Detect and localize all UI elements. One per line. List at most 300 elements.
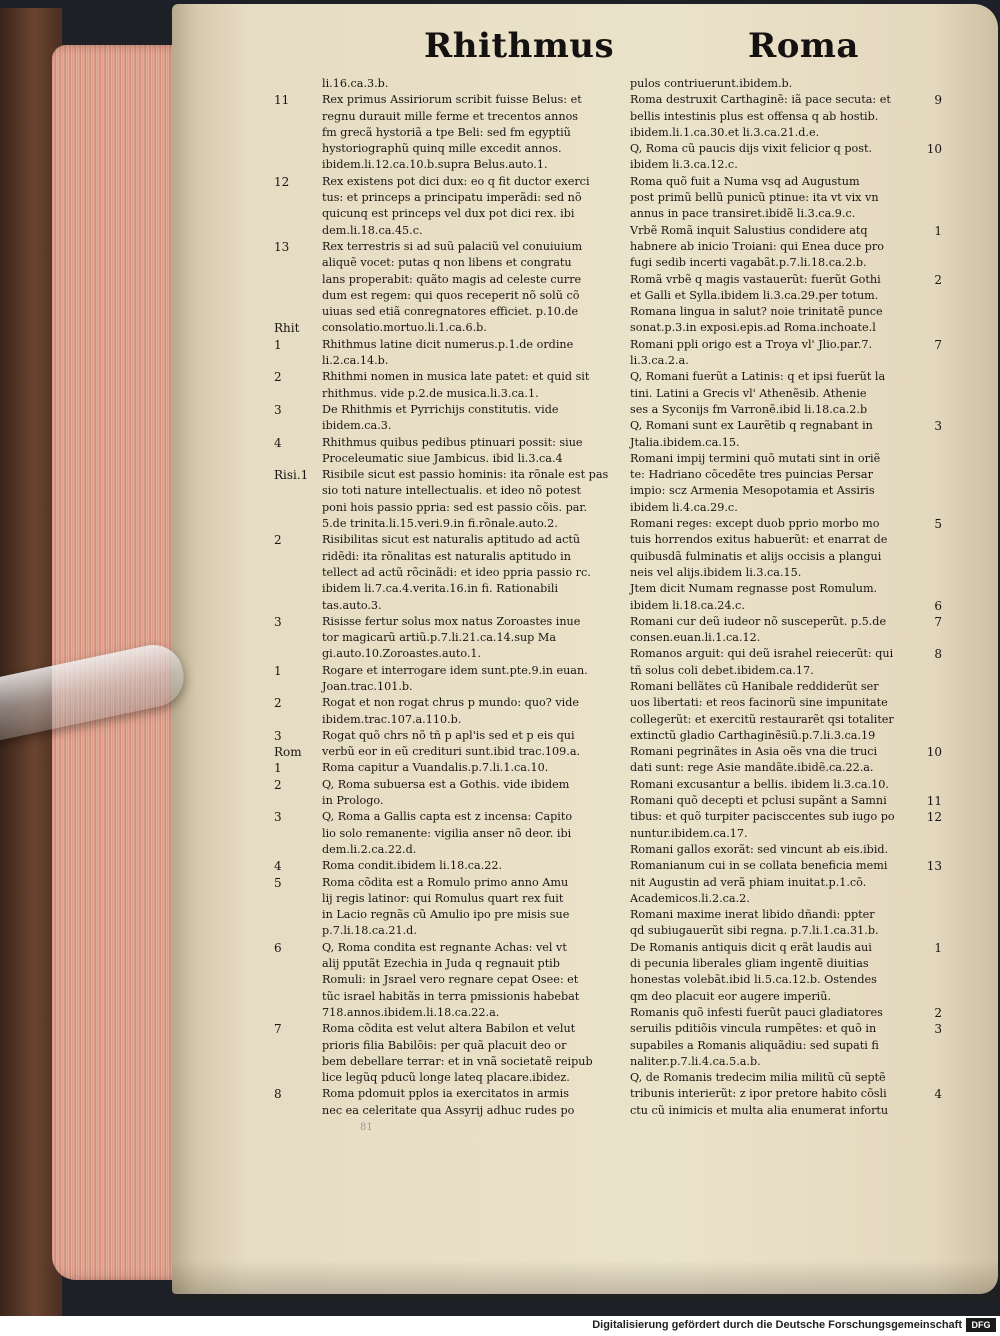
entry-text: ibidem.trac.107.a.110.b. <box>322 712 462 726</box>
entry-number: 3 <box>274 614 282 629</box>
text-line <box>274 777 626 793</box>
text-line <box>274 239 626 255</box>
entry-text: pulos contriuerunt.ibidem.b. <box>630 77 793 90</box>
text-line <box>274 141 626 157</box>
entry-text: Romanos arguit: qui deũ israhel reiecerũt: qui <box>630 647 894 661</box>
text-line <box>274 842 626 858</box>
entry-text: qd subiugauerũt sibi regna. p.7.li.1.ca.31.b. <box>630 924 879 938</box>
entry-number: 2 <box>274 777 282 792</box>
text-column-right <box>630 76 940 1119</box>
entry-text: et Galli et Sylla.ibidem li.3.ca.29.per totum. <box>630 288 879 302</box>
entry-text: Romani bellãtes cũ Hanibale reddiderũt ser <box>630 679 879 693</box>
text-line <box>630 255 940 271</box>
text-line <box>274 206 626 222</box>
text-line <box>630 728 940 744</box>
text-line <box>630 174 940 190</box>
entry-text: Rex primus Assiriorum scribit fuisse Belus: et <box>322 93 582 107</box>
text-line <box>274 418 626 434</box>
entry-text: neis vel alijs.ibidem li.3.ca.15. <box>630 565 802 579</box>
entry-text: tribunis interierũt: z ipor pretore habito cõsli <box>630 1087 887 1101</box>
text-line <box>630 826 940 842</box>
entry-number: 13 <box>274 239 290 254</box>
text-line <box>630 1038 940 1054</box>
entry-text: tellect ad actũ rõcinãdi: et ideo ppria passio rc. <box>322 565 591 579</box>
entry-text: lij regis latinor: qui Romulus quart rex fuit <box>322 891 564 905</box>
entry-text: Romani cur deũ iudeor nõ susceperũt. p.5.de <box>630 614 887 628</box>
text-column-left <box>274 76 626 1119</box>
entry-text: lio solo remanente: vigilia anser nõ deor. ibi <box>322 826 572 840</box>
text-line <box>274 1021 626 1037</box>
entry-text: bellis intestinis plus est offensa q ab hostib. <box>630 109 879 123</box>
entry-number: Risi.1 <box>274 468 309 483</box>
entry-text: Romani reges: except duob pprio morbo mo <box>630 517 880 531</box>
entry-text: alij pputãt Ezechia in Juda q regnauit ptib <box>322 957 560 971</box>
text-line <box>274 1054 626 1070</box>
entry-text: Rhithmi nomen in musica late patet: et quid sit <box>322 370 590 384</box>
text-line <box>630 695 940 711</box>
entry-number: 12 <box>926 810 942 825</box>
text-line <box>630 712 940 728</box>
entry-number: 1 <box>934 940 942 955</box>
text-line <box>274 679 626 695</box>
text-line <box>630 940 940 956</box>
text-line <box>630 598 940 614</box>
entry-text: tibus: et quõ turpiter pacisccentes sub iugo po <box>630 810 895 824</box>
entry-number: 10 <box>926 745 942 760</box>
entry-text: Roma condit.ibidem li.18.ca.22. <box>322 859 503 873</box>
text-line <box>630 435 940 451</box>
text-line <box>630 500 940 516</box>
entry-text: Rex existens pot dici dux: eo q fit ductor exerci <box>322 174 590 188</box>
text-line <box>630 320 940 336</box>
entry-number: Rhit <box>274 321 300 336</box>
entry-text: Roma capitur a Vuandalis.p.7.li.1.ca.10. <box>322 761 549 775</box>
entry-text: ibidem.li.12.ca.10.b.supra Belus.auto.1. <box>322 158 548 172</box>
entry-text: Rogare et interrogare idem sunt.pte.9.in euan. <box>322 663 588 677</box>
text-line <box>274 793 626 809</box>
entry-text: Romani maxime inerat libido dñandi: ppter <box>630 908 875 922</box>
text-line <box>274 728 626 744</box>
text-line <box>274 402 626 418</box>
entry-text: tor magicarũ artiũ.p.7.li.21.ca.14.sup Ma <box>322 631 557 645</box>
entry-text: De Romanis antiquis dicit q erãt laudis aui <box>630 940 872 954</box>
footer-bar <box>0 1316 1000 1336</box>
entry-text: supabiles a Romanis aliquãdiu: sed supati fi <box>630 1038 879 1052</box>
entry-number: 3 <box>274 402 282 417</box>
text-line <box>274 1103 626 1119</box>
entry-text: ctu cũ inimicis et multa alia enumerat infortu <box>630 1103 889 1117</box>
entry-text: nec ea celeritate qua Assyrij adhuc rudes po <box>322 1103 575 1117</box>
entry-text: prioris filia Babilõis: per quã placuit deo or <box>322 1038 567 1052</box>
text-line <box>630 923 940 939</box>
text-line <box>630 565 940 581</box>
entry-number: 7 <box>274 1022 282 1037</box>
text-line <box>630 157 940 173</box>
text-line <box>274 907 626 923</box>
entry-number: 1 <box>934 223 942 238</box>
text-line <box>274 1005 626 1021</box>
entry-number: 13 <box>926 859 942 874</box>
entry-text: poni hois passio ppria: sed est passio cõis. par. <box>322 500 588 514</box>
text-line <box>274 1086 626 1102</box>
entry-number: 4 <box>274 435 282 450</box>
text-line <box>274 663 626 679</box>
entry-text: habnere ab inicio Troiani: qui Enea duce pro <box>630 239 884 253</box>
entry-text: seruilis pditiõis vincula rumpẽtes: et quõ in <box>630 1022 877 1036</box>
entry-text: fm grecã hystoriã a tpe Beli: sed fm egyptiũ <box>322 125 571 139</box>
entry-text: tũc israel habitãs in terra pmissionis habebat <box>322 989 580 1003</box>
text-line <box>630 109 940 125</box>
entry-text: Rogat quõ chrs nõ tñ p apl'is sed et p eis qui <box>322 728 575 742</box>
text-line <box>274 956 626 972</box>
entry-text: Rex terrestris si ad suũ palaciũ vel conuiuium <box>322 239 583 253</box>
text-line <box>274 826 626 842</box>
entry-text: Roma quõ fuit a Numa vsq ad Augustum <box>630 174 860 188</box>
entry-text: Academicos.li.2.ca.2. <box>630 891 750 905</box>
text-line <box>274 125 626 141</box>
text-line <box>630 402 940 418</box>
text-line <box>630 809 940 825</box>
entry-number: 8 <box>934 647 942 662</box>
entry-text: Q, Romani fuerũt a Latinis: q et ipsi fuerũt la <box>630 370 886 384</box>
entry-text: bem debellare terrar: et in vnã societatẽ reipub <box>322 1054 593 1068</box>
text-line <box>630 581 940 597</box>
entry-number: 2 <box>274 696 282 711</box>
text-line <box>274 989 626 1005</box>
text-line <box>630 793 940 809</box>
text-line <box>274 353 626 369</box>
text-line <box>274 500 626 516</box>
entry-text: fugi sedib incerti vagabãt.p.7.li.18.ca.2.b. <box>630 256 867 270</box>
entry-text: Proceleumatic siue Jambicus. ibid li.3.ca.4 <box>322 451 563 465</box>
entry-text: quicunq est princeps vel dux pot dici rex. ibi <box>322 207 575 221</box>
entry-text: Romana lingua in salut? noie trinitatẽ punce <box>630 305 883 319</box>
text-line <box>274 646 626 662</box>
entry-number: 2 <box>934 1005 942 1020</box>
entry-text: Q, Romani sunt ex Laurẽtib q regnabant in <box>630 419 873 433</box>
entry-text: impio: scz Armenia Mesopotamia et Assiris <box>630 484 875 498</box>
entry-text: Romani impij termini quõ mutati sint in oriẽ <box>630 451 881 465</box>
entry-text: honestas volebãt.ibid li.5.ca.12.b. Ostendes <box>630 973 877 987</box>
entry-text: Romanianum cui in se collata beneficia memi <box>630 859 888 873</box>
entry-text: uiuas sed etiã conregnatores efficiet. p.10.de <box>322 305 579 319</box>
entry-text: Romuli: in Jsrael vero regnare cepat Osee: et <box>322 973 579 987</box>
text-line <box>630 1021 940 1037</box>
text-line <box>274 532 626 548</box>
entry-text: in Lacio regnãs cũ Amulio ipo pre misis sue <box>322 908 570 922</box>
entry-text: Q, Roma subuersa est a Gothis. vide ibidem <box>322 777 570 791</box>
running-head-left: Rhithmus <box>424 26 615 66</box>
entry-text: Q, Roma cũ paucis dijs vixit felicior q post. <box>630 142 873 156</box>
entry-text: di pecunia liberales gliam ingentẽ diuitias <box>630 957 869 971</box>
text-line <box>630 223 940 239</box>
text-line <box>630 206 940 222</box>
text-line <box>630 532 940 548</box>
text-line <box>274 92 626 108</box>
entry-text: lice legũq pducũ longe lateq placare.ibidez. <box>322 1071 570 1085</box>
text-line <box>274 614 626 630</box>
entry-text: Romani gallos exorãt: sed vincunt ab eis.ibid. <box>630 842 889 856</box>
entry-number: 2 <box>274 370 282 385</box>
text-line <box>630 353 940 369</box>
entry-number: 4 <box>934 1087 942 1102</box>
entry-text: Romani quõ decepti et pclusi supãnt a Samni <box>630 794 887 808</box>
text-line <box>630 630 940 646</box>
running-head-right: Roma <box>748 26 859 66</box>
entry-number: 3 <box>274 728 282 743</box>
text-line <box>630 418 940 434</box>
entry-text: ibidem li.4.ca.29.c. <box>630 500 738 514</box>
text-line <box>274 972 626 988</box>
entry-text: li.16.ca.3.b. <box>322 77 389 90</box>
entry-text: annus in pace transiret.ibidẽ li.3.ca.9.c. <box>630 207 856 221</box>
entry-text: dem.li.2.ca.22.d. <box>322 842 417 856</box>
text-line <box>630 272 940 288</box>
entry-text: sio toti nature intellectualis. et ideo nõ potest <box>322 484 581 498</box>
text-line <box>274 581 626 597</box>
entry-number: 1 <box>274 337 282 352</box>
entry-text: ibidem.ca.3. <box>322 419 392 433</box>
entry-number: 4 <box>274 859 282 874</box>
entry-text: Risibilitas sicut est naturalis aptitudo ad actũ <box>322 533 581 547</box>
entry-number: 6 <box>274 940 282 955</box>
footer-credit: Digitalisierung gefördert durch die Deutsche Forschungsgemeinschaft <box>592 1319 962 1331</box>
text-line <box>630 386 940 402</box>
text-line <box>274 223 626 239</box>
entry-text: Rhithmus latine dicit numerus.p.1.de ordine <box>322 337 574 351</box>
text-line <box>630 744 940 760</box>
text-line <box>274 712 626 728</box>
text-line <box>630 337 940 353</box>
text-line <box>274 565 626 581</box>
text-line <box>630 1005 940 1021</box>
entry-number: 6 <box>934 598 942 613</box>
entry-number: Rom <box>274 745 302 760</box>
entry-text: rhithmus. vide p.2.de musica.li.3.ca.1. <box>322 386 539 400</box>
entry-text: dem.li.18.ca.45.c. <box>322 223 423 237</box>
entry-number: 8 <box>274 1087 282 1102</box>
text-line <box>274 923 626 939</box>
text-line <box>630 190 940 206</box>
text-line <box>274 940 626 956</box>
entry-number: 12 <box>274 174 290 189</box>
text-line <box>630 288 940 304</box>
text-line <box>630 989 940 1005</box>
text-line <box>630 875 940 891</box>
text-line <box>630 467 940 483</box>
entry-text: 5.de trinita.li.15.veri.9.in fi.rõnale.auto.2. <box>322 517 558 531</box>
text-line <box>630 549 940 565</box>
text-line <box>630 646 940 662</box>
entry-text: uos libertati: et reos facinorũ sine impunitate <box>630 696 888 710</box>
text-line <box>274 809 626 825</box>
text-line <box>274 288 626 304</box>
entry-number: 3 <box>274 810 282 825</box>
entry-text: ibidem li.7.ca.4.verita.16.in fi. Rationabili <box>322 582 559 596</box>
entry-text: verbũ eor in eũ credituri sunt.ibid trac.109.a. <box>322 745 581 759</box>
entry-text: lans properabit: quãto magis ad celeste curre <box>322 272 582 286</box>
entry-text: Q, de Romanis tredecim milia militũ cũ septẽ <box>630 1071 886 1085</box>
page-shadow <box>172 1260 998 1300</box>
entry-text: hystoriographũ quinq mille excedit annos. <box>322 142 562 156</box>
text-line <box>630 304 940 320</box>
text-line <box>274 744 626 760</box>
entry-text: ibidem li.3.ca.12.c. <box>630 158 738 172</box>
entry-text: Romani excusantur a bellis. ibidem li.3.ca.10. <box>630 777 889 791</box>
text-line <box>274 272 626 288</box>
text-line <box>630 76 940 92</box>
text-line <box>630 239 940 255</box>
text-line <box>630 1086 940 1102</box>
entry-text: dati sunt: rege Asie mandãte.ibidẽ.ca.22.a. <box>630 761 874 775</box>
entry-text: Romani pegrinãtes in Asia oẽs vna die truci <box>630 745 878 759</box>
entry-number: 10 <box>926 142 942 157</box>
text-line <box>274 76 626 92</box>
entry-text: dum est regem: qui quos receperit nõ solũ cõ <box>322 288 580 302</box>
text-line <box>630 1070 940 1086</box>
text-line <box>274 1070 626 1086</box>
text-line <box>274 174 626 190</box>
text-line <box>274 858 626 874</box>
entry-text: tas.auto.3. <box>322 598 382 612</box>
text-line <box>274 891 626 907</box>
entry-number: 2 <box>934 272 942 287</box>
entry-text: ses a Syconijs fm Varronẽ.ibid li.18.ca.2.b <box>630 402 868 416</box>
entry-text: tus: et princeps a principatu imperãdi: sed nõ <box>322 191 582 205</box>
entry-text: Roma destruxit Carthaginẽ: iã pace secuta: et <box>630 93 891 107</box>
text-line <box>630 679 940 695</box>
entry-number: 2 <box>274 533 282 548</box>
entry-text: sonat.p.3.in exposi.epis.ad Roma.inchoate.l <box>630 321 876 335</box>
text-line <box>630 858 940 874</box>
entry-text: ridẽdi: ita rõnalitas est naturalis aptitudo in <box>322 549 571 563</box>
entry-text: li.3.ca.2.a. <box>630 354 689 368</box>
entry-number: 3 <box>934 1022 942 1037</box>
entry-text: li.2.ca.14.b. <box>322 354 389 368</box>
text-line <box>630 92 940 108</box>
text-line <box>630 1054 940 1070</box>
entry-text: 718.annos.ibidem.li.18.ca.22.a. <box>322 1005 500 1019</box>
entry-text: qm deo placuit eor augere imperiũ. <box>630 989 832 1003</box>
text-line <box>630 516 940 532</box>
entry-text: Risibile sicut est passio hominis: ita rõnale est pas <box>322 468 609 482</box>
text-line <box>274 320 626 336</box>
entry-number: 7 <box>934 614 942 629</box>
entry-number: 1 <box>274 663 282 678</box>
text-line <box>630 451 940 467</box>
text-line <box>274 516 626 532</box>
entry-text: Q, Roma condita est regnante Achas: vel vt <box>322 940 567 954</box>
entry-text: ibidem li.18.ca.24.c. <box>630 598 745 612</box>
entry-text: collegerũt: et exercitũ restaurarẽt qsi totaliter <box>630 712 894 726</box>
entry-number: 11 <box>926 794 942 809</box>
entry-text: Jtalia.ibidem.ca.15. <box>630 435 740 449</box>
text-line <box>274 598 626 614</box>
text-line <box>630 614 940 630</box>
entry-text: gi.auto.10.Zoroastes.auto.1. <box>322 647 482 661</box>
entry-text: De Rhithmis et Pyrrichijs constitutis. vide <box>322 402 559 416</box>
text-line <box>630 777 940 793</box>
entry-text: Roma cõdita est velut altera Babilon et velut <box>322 1022 576 1036</box>
text-line <box>274 467 626 483</box>
entry-text: Roma cõdita est a Romulo primo anno Amu <box>322 875 569 889</box>
entry-number: 1 <box>274 761 282 776</box>
text-line <box>274 695 626 711</box>
entry-text: tini. Latini a Grecis vl' Athenẽsib. Athenie <box>630 386 867 400</box>
text-line <box>630 907 940 923</box>
text-line <box>274 369 626 385</box>
text-line <box>630 1103 940 1119</box>
entry-text: tuis horrendos exitus habuerũt: et enarrat de <box>630 533 888 547</box>
text-line <box>274 337 626 353</box>
text-line <box>274 549 626 565</box>
entry-number: 11 <box>274 93 290 108</box>
text-line <box>274 190 626 206</box>
entry-text: tñ solus coli debet.ibidem.ca.17. <box>630 663 814 677</box>
text-line <box>630 369 940 385</box>
entry-text: Vrbẽ Romã inquit Salustius condidere atq <box>630 223 868 237</box>
text-line <box>274 304 626 320</box>
entry-text: Rhithmus quibus pedibus ptinuari possit: siue <box>322 435 583 449</box>
entry-text: Roma pdomuit pplos ia exercitatos in armis <box>322 1087 569 1101</box>
text-line <box>274 875 626 891</box>
text-line <box>274 255 626 271</box>
entry-text: Rogat et non rogat chrus p mundo: quo? vide <box>322 696 580 710</box>
text-line <box>274 483 626 499</box>
entry-text: post primũ bellũ punicũ ptinue: ita vt vix vn <box>630 191 879 205</box>
entry-text: consen.euan.li.1.ca.12. <box>630 631 761 645</box>
text-line <box>630 125 940 141</box>
entry-text: nit Augustin ad verã phiam inuitat.p.1.cõ. <box>630 875 867 889</box>
text-line <box>630 483 940 499</box>
entry-number: 5 <box>274 875 282 890</box>
entry-text: te: Hadriano cõcedẽte tres puincias Persar <box>630 468 873 482</box>
entry-number: 9 <box>934 93 942 108</box>
text-line <box>274 157 626 173</box>
dfg-logo: DFG <box>966 1318 996 1332</box>
entry-text: Q, Roma a Gallis capta est z incensa: Capito <box>322 810 573 824</box>
entry-text: quibusdã fulminatis et alijs occisis a plangui <box>630 549 882 563</box>
entry-number: 7 <box>934 337 942 352</box>
entry-text: Romã vrbẽ q magis vastauerũt: fuerũt Gothi <box>630 272 881 286</box>
text-line <box>630 141 940 157</box>
entry-text: ibidem.li.1.ca.30.et li.3.ca.21.d.e. <box>630 125 820 139</box>
text-line <box>274 435 626 451</box>
entry-text: regnu durauit mille ferme et trecentos annos <box>322 109 579 123</box>
entry-text: in Prologo. <box>322 794 384 808</box>
entry-text: nuntur.ibidem.ca.17. <box>630 826 748 840</box>
text-line <box>630 956 940 972</box>
entry-text: naliter.p.7.li.4.ca.5.a.b. <box>630 1054 761 1068</box>
entry-text: Jtem dicit Numam regnasse post Romulum. <box>630 582 878 596</box>
text-line <box>630 663 940 679</box>
entry-text: p.7.li.18.ca.21.d. <box>322 924 417 938</box>
text-line <box>630 842 940 858</box>
text-line <box>274 451 626 467</box>
text-line <box>630 760 940 776</box>
entry-number: 5 <box>934 517 942 532</box>
entry-text: Risisse fertur solus mox natus Zoroastes inue <box>322 614 581 628</box>
faint-mark: 81 <box>360 1122 373 1133</box>
entry-number: 3 <box>934 419 942 434</box>
text-line <box>630 972 940 988</box>
text-line <box>630 891 940 907</box>
text-line <box>274 386 626 402</box>
entry-text: Joan.trac.101.b. <box>322 679 413 693</box>
entry-text: aliquẽ vocet: putas q non libens et congratu <box>322 256 572 270</box>
entry-text: extinctũ gladio Carthaginẽsiũ.p.7.li.3.ca.19 <box>630 728 876 742</box>
text-line <box>274 630 626 646</box>
